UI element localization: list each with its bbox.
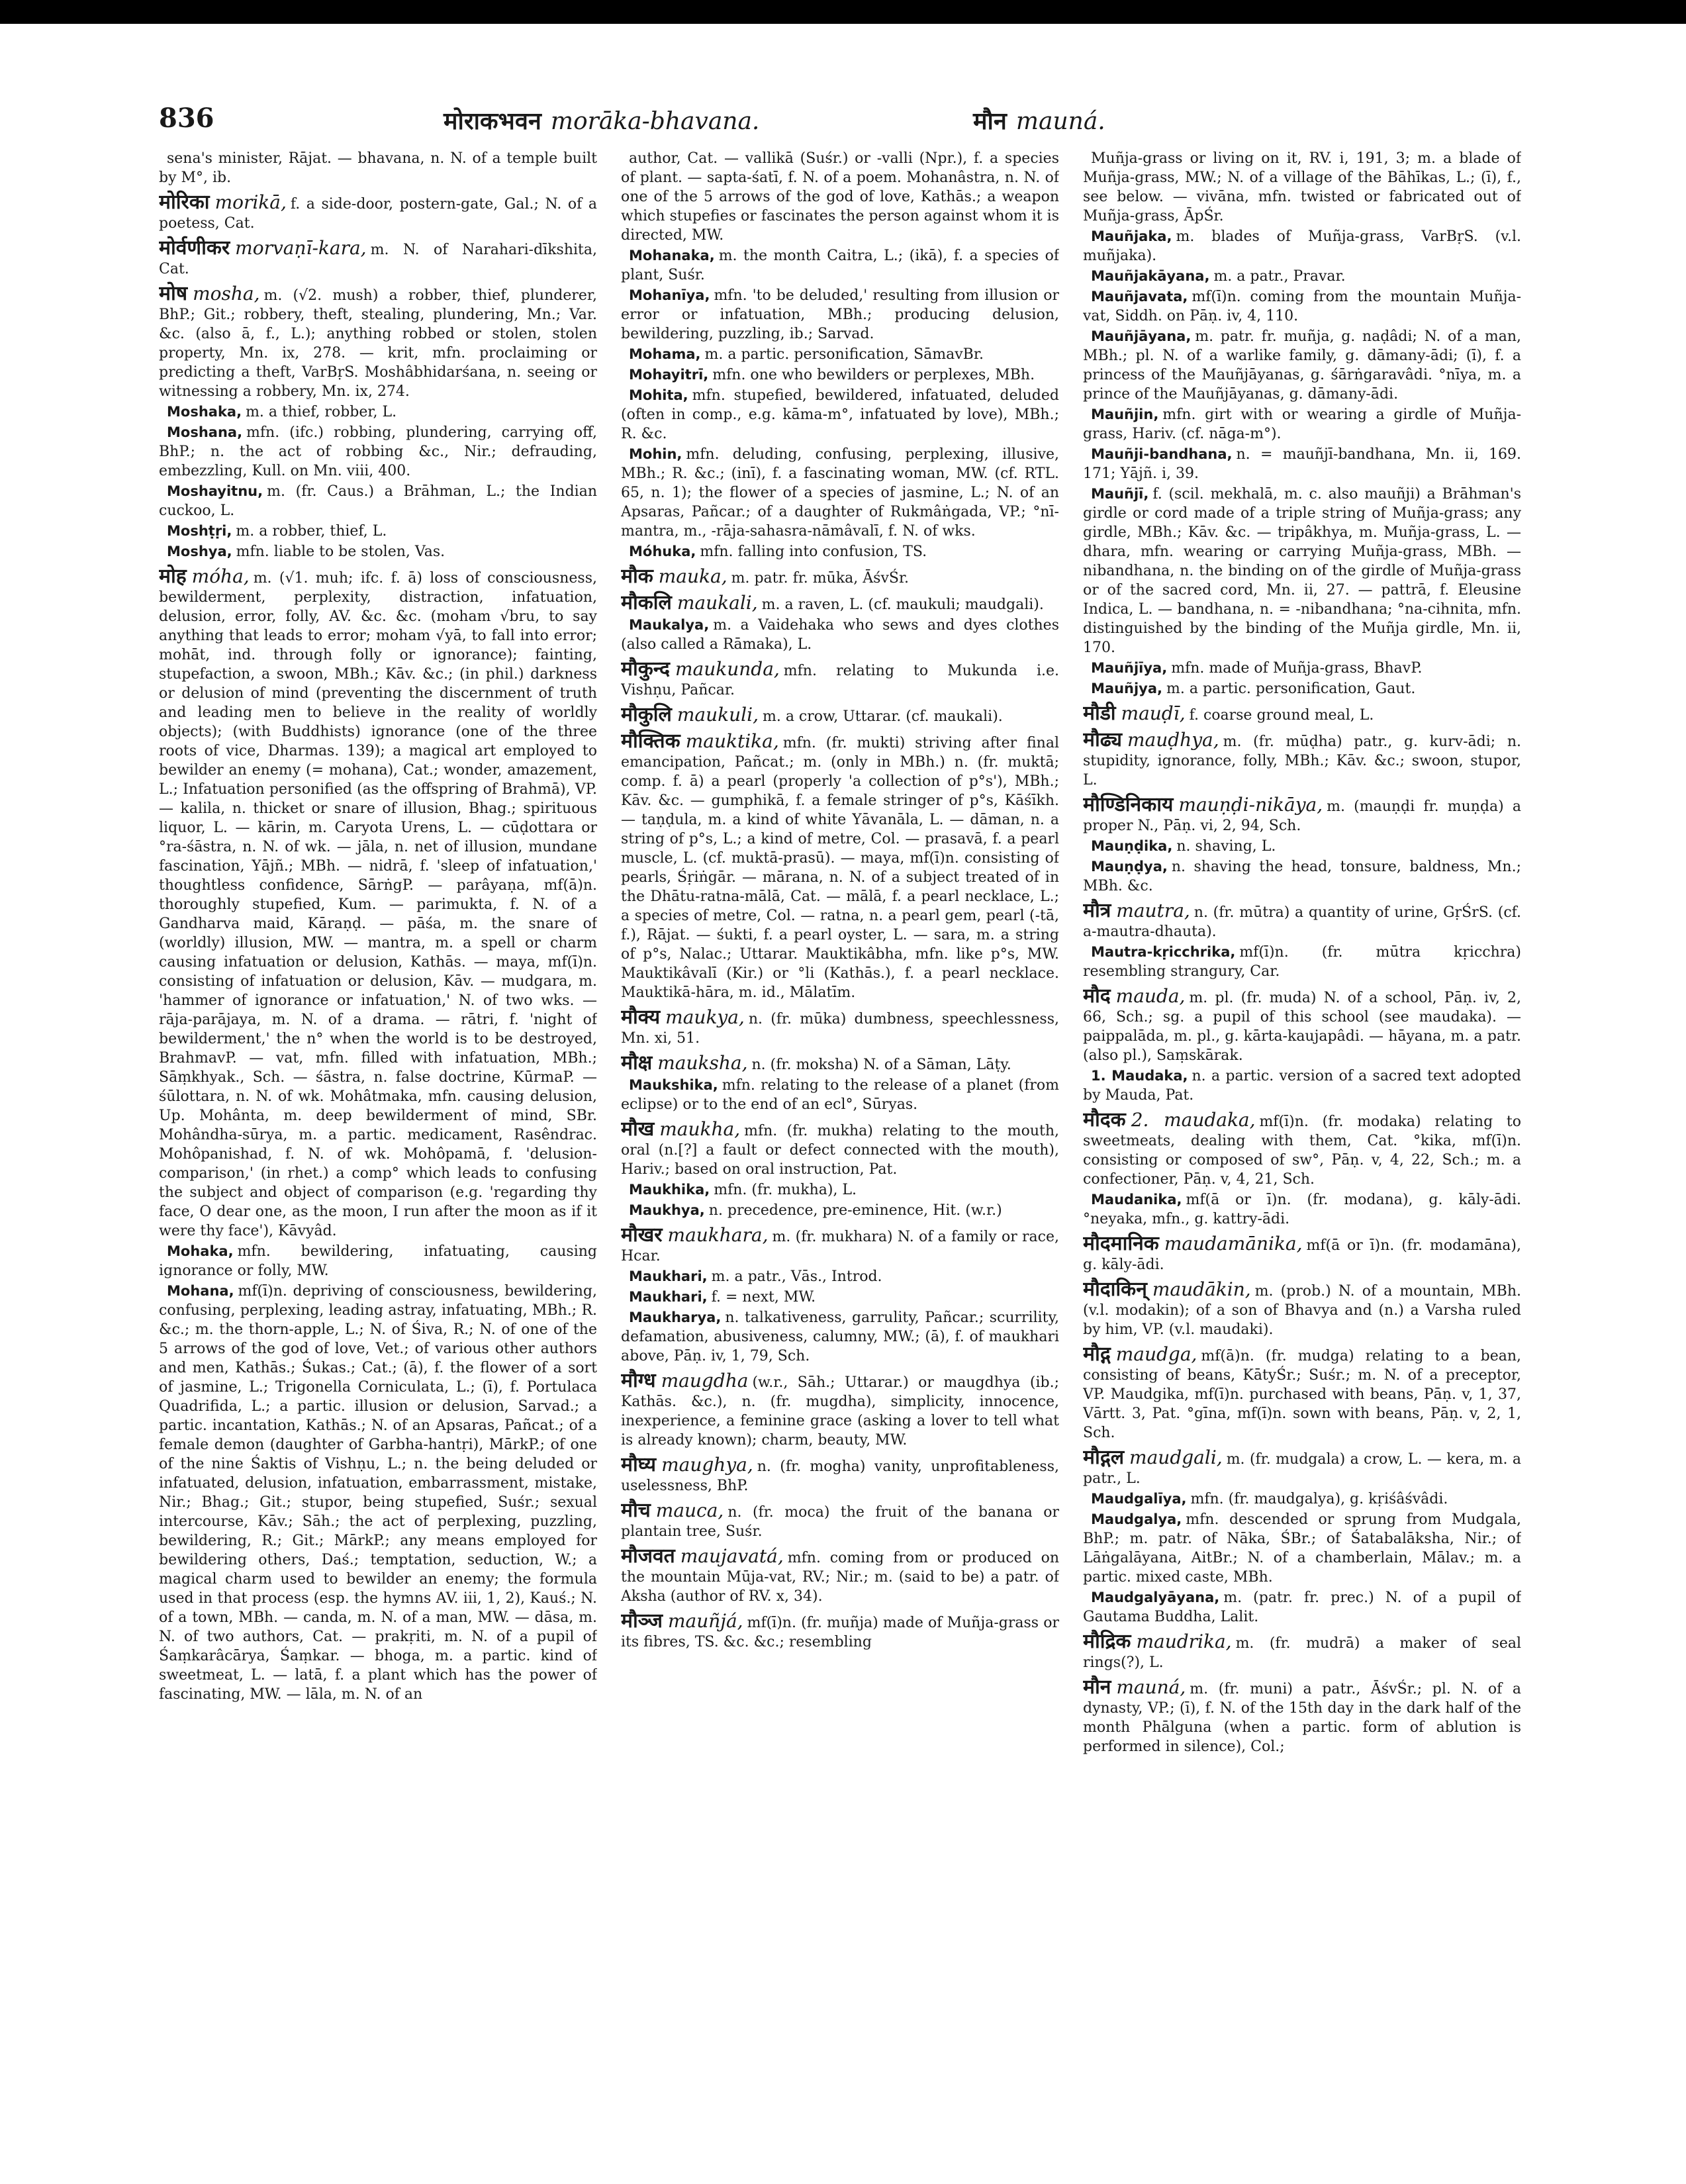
sub-entry: [1083, 405, 1521, 444]
sub-headword: Mautra-kṛicchrika,: [1091, 944, 1236, 960]
main-entry: [621, 1119, 1059, 1179]
entry-definition: mfn. one who bewilders or perplexes, MBh.: [712, 367, 1035, 383]
entry-definition: mfn. relating to Mukunda i.e. Vishṇu, Pañcar.: [621, 663, 1059, 698]
entry-definition: mfn. descended or sprung from Mudgala, BhP.; m. patr. of Nāka, ŚBr.; of Śatabalāksha, Nir.; of Lāṅgalāyana, AitBr.; N. of a chamberlain, Mālav.; m. a partic. mixed caste, MBh.: [1083, 1511, 1521, 1586]
headword-devanagari: मौद्ग: [1083, 1343, 1111, 1366]
entry-definition: m. a raven, L. (cf. maukuli; maudgali).: [761, 596, 1044, 613]
sub-headword: Maukshika,: [629, 1077, 718, 1093]
entry-continuation: Muñja-grass or living on it, RV. i, 191, 3; m. a blade of Muñja-grass, MW.; N. of a village of the Bāhīkas, L.; (ī), f., see below. — vivāna, mfn. twisted or fabricated out of Muñja-grass, ĀpŚr.: [1083, 150, 1521, 224]
sub-headword: Mauñjāyana,: [1091, 328, 1192, 344]
sub-headword: Moshayitnu,: [167, 483, 263, 499]
entry-definition: m. the month Caitra, L.; (ikā), f. a species of plant, Suśr.: [621, 248, 1059, 283]
headword-devanagari: मौत्र: [1083, 899, 1111, 922]
sub-headword: Mauñji-bandhana,: [1091, 446, 1233, 462]
sub-entry: [621, 1180, 1059, 1200]
right-guide-word: [973, 104, 1105, 136]
main-entry: [1083, 1110, 1521, 1189]
entry-definition: f. = next, MW.: [711, 1289, 816, 1306]
main-entry: [1083, 1280, 1521, 1339]
sub-entry: [159, 1282, 597, 1704]
main-entry: [1083, 1632, 1521, 1672]
headword-transliteration: maudākin,: [1152, 1278, 1251, 1300]
sub-headword: Mauñjakāyana,: [1091, 268, 1210, 284]
headword-devanagari: मोर्वणीकर: [159, 236, 230, 260]
main-entry: [621, 705, 1059, 726]
entry-definition: mfn. liable to be stolen, Vas.: [236, 544, 445, 560]
entry-definition: n. talkativeness, garrulity, Pañcar.; scurrility, defamation, abusiveness, calumny, MW.; (ā), f. of maukhari above, Pāṇ. iv, 1, 79, Sch.: [621, 1309, 1059, 1364]
entry-definition: mfn. made of Muñja-grass, BhavP.: [1171, 660, 1423, 677]
headword-transliteration: mauktika,: [685, 730, 779, 752]
sub-entry: [621, 616, 1059, 654]
headword-transliteration: mauṇḍi-nikāya,: [1178, 794, 1323, 816]
entry-definition: n. shaving, L.: [1176, 838, 1276, 855]
sub-headword: Mauṇḍika,: [1091, 838, 1173, 854]
headword-devanagari: मौघ्य: [621, 1453, 657, 1476]
headword-transliteration: mauka,: [658, 565, 727, 587]
entry-definition: f. a side-door, postern-gate, Gal.; N. of a poetess, Cat.: [159, 196, 597, 232]
sub-headword: Mauñjya,: [1091, 681, 1163, 696]
entry-definition: m. a Vaidehaka who sews and dyes clothes (also called a Rāmaka), L.: [621, 617, 1059, 653]
entry-definition: mf(ī)n. (fr. mūtra kṛicchra) resembling strangury, Car.: [1083, 944, 1521, 980]
headword-devanagari: मौद: [1083, 984, 1111, 1008]
sub-headword: Moshana,: [167, 424, 243, 440]
sub-entry: [159, 403, 597, 422]
entry-definition: mfn. deluding, confusing, perplexing, illusive, MBh.; R. &c.; (inī), f. a fascinating woman, MW. (cf. RTL. 65, n. 1); the flower of a species of jasmine, L.; N. of an Apsaras, Pañcar.; of a daughter of Rukmâṅgada, VP.; °nī-mantra, m., -rāja-sahasra-nāmâvalī, f. N. of wks.: [621, 446, 1059, 540]
sub-headword: Mauñjīya,: [1091, 660, 1168, 676]
sub-entry: [621, 1308, 1059, 1366]
entry-definition: m. (√1. muh; ifc. f. ā) loss of consciousness, bewilderment, perplexity, distraction, infatuation, delusion, error, folly, AV. &c. &c. (moham √bru, to say anything that leads to error; moham √yā, to fall into error; mohāt, ind. through folly or ignorance); fainting, stupefaction, a swoon, MBh.; Kāv. &c.; (in phil.) darkness or delusion of mind (preventing the discernment of truth and leading men to believe in the reality of worldly objects); (with Buddhists) ignorance (one of the three roots of vice, Dharmas. 139); a magical art employed to bewilder an enemy (= mohana), Cat.; wonder, amazement, L.; Infatuation personified (as the offspring of Brahmā), VP. — kalila, n. thicket or snare of illusion, Bhag.; spirituous liquor, L. — kārin, m. Caryota Urens, L. — cūḍottara or °ra-śāstra, n. N. of wk. — jāla, n. net of illusion, mundane fascination, Yājñ.; MBh. — nidrā, f. 'sleep of infatuation,' thoughtless confidence, SārṅgP. — parâyaṇa, mf(ā)n. thoroughly stupefied, Kum. — parimukta, f. N. of a Gandharva maid, Kāraṇḍ. — pāśa, m. the snare of (worldly) illusion, MW. — mantra, m. a spell or charm causing infatuation or delusion, Kathās. — maya, mf(ī)n. consisting of infatuation or delusion, Kāv. — mudgara, m. 'hammer of ignorance or infatuation,' N. of two wks. — rāja-parājaya, m. N. of a drama. — rātri, f. 'night of bewilderment,' the n° when the world is to be destroyed, BrahmavP. — vat, mfn. filled with infatuation, MBh.; Sāṃkhyak., Sch. — śāstra, n. false doctrine, KūrmaP. — śūlottara, n. N. of wk. Mohâtmaka, mfn. causing delusion, Up. Mohânta, m. deep bewilderment of mind, SBr. Mohândha-sūrya, m. a partic. medicament, Rasêndrac. Mohôpanishad, f. N. of wk. Mohôpamā, f. 'delusion-comparison,' (in rhet.) a comp° which leads to confusing the subject and object of comparison (e.g. 'regarding thy face, O dear one, as the moon, I run after the moon as if it were thy face'), Kāvyâd.: [159, 570, 597, 1239]
headword-transliteration: móha,: [191, 565, 250, 587]
main-entry: [621, 1371, 1059, 1450]
main-entry: [1083, 1234, 1521, 1274]
headword-transliteration: mauñjá,: [667, 1610, 743, 1632]
headword-devanagari: मौक्तिक: [621, 730, 680, 753]
headword-devanagari: मौदाकिन्: [1083, 1278, 1147, 1301]
entry-definition: m. pl. (fr. muda) N. of a school, Pāṇ. iv, 2, 66, Sch.; sg. a pupil of this school (see maudaka). — paippalāda, m. pl., g. kārta-kaujapâdi. — hāyana, m. a patr. (also pl.), Saṃskārak.: [1083, 990, 1521, 1064]
sub-entry: [621, 286, 1059, 344]
main-entry: [1083, 901, 1521, 941]
headword-devanagari: मौडी: [1083, 702, 1116, 725]
main-entry: [159, 238, 597, 279]
sub-entry: [1083, 857, 1521, 896]
entry-definition: mfn. (fr. mukti) striving after final emancipation, Pañcat.; m. (only in MBh.) n. (fr. muktā; comp. f. ā) a pearl (properly 'a collection of p°s'), MBh.; Kāv. &c. — gumphikā, f. a female stringer of p°s, Kāśīkh. — taṇḍula, m. a kind of white Yāvanāla, L. — dāman, n. a string of p°s, L.; a kind of metre, Col. — prasavā, f. a pearl muscle, L. (cf. muktā-prasū). — maya, mf(ī)n. consisting of pearls, Śṛiṅgār. — mārana, n. N. of a subject treated of in the Dhātu-ratna-mālā, Cat. — mālā, f. a pearl necklace, L.; a species of metre, Col. — ratna, n. a pearl gem, pearl (-tā, f.), Rājat. — śukti, f. a pearl oyster, L. — sara, m. a string of p°s, Nalac.; Uttarar. Mauktikâbha, mfn. like p°s, MW. Mauktikâvalī (Kir.) or °li (Kathās.), f. a pearl necklace. Mauktikā-hāra, m. id., Mālatīm.: [621, 735, 1059, 1001]
sub-headword: Mauñjī,: [1091, 486, 1149, 502]
sub-entry: [1083, 1588, 1521, 1627]
entry-definition: m. patr. fr. mūka, ĀśvŚr.: [731, 570, 910, 587]
main-entry: [621, 1225, 1059, 1266]
sub-entry: [621, 386, 1059, 444]
column-2: [621, 149, 1059, 2161]
entry-definition: mf(ī)n. (fr. muñja) made of Muñja-grass or its fibres, TS. &c. &c.; resembling: [621, 1615, 1059, 1650]
dictionary-columns: [159, 149, 1522, 2161]
entry-definition: mf(ā or ī)n. (fr. modana), g. kāly-ādi. °neyaka, mfn., g. kattry-ādi.: [1083, 1192, 1521, 1227]
headword-transliteration: mauksha,: [657, 1052, 748, 1074]
headword-transliteration: maukya,: [665, 1006, 745, 1028]
entry-definition: m. N. of Narahari-dīkshita, Cat.: [159, 242, 597, 277]
sub-entry: [1083, 287, 1521, 326]
sub-headword: Maukhika,: [629, 1182, 710, 1198]
sub-entry: [621, 542, 1059, 561]
sub-headword: Maukhya,: [629, 1202, 705, 1218]
headword-transliteration: morikā,: [214, 191, 287, 213]
entry-definition: mf(ī)n. (fr. modaka) relating to sweetmeats, dealing with them, Cat. °kika, mf(ī)n. consisting or composed of sw°, Pāṇ. v, 4, 22, Sch.; m. a confectioner, Pāṇ. v, 4, 21, Sch.: [1083, 1114, 1521, 1188]
sub-headword: Maukhari,: [629, 1289, 708, 1305]
entry-definition: m. (fr. mūḍha) patr., g. kurv-ādi; n. stupidity, ignorance, folly, MBh.; Kāv. &c.; swoon, stupor, L.: [1083, 734, 1521, 788]
page-number: 836: [159, 103, 214, 134]
sub-entry: [159, 423, 597, 481]
sub-headword: Mauñjin,: [1091, 406, 1159, 422]
sub-entry: [1083, 485, 1521, 657]
main-entry: [621, 1501, 1059, 1541]
entry-definition: mfn. relating to the release of a planet (from eclipse) or to the end of an ecl°, Sūryas.: [621, 1077, 1059, 1113]
headword-devanagari: मौद्गल: [1083, 1446, 1125, 1469]
sub-entry: [1083, 327, 1521, 404]
main-entry: [621, 593, 1059, 614]
headword-devanagari: मौदमानिक: [1083, 1232, 1159, 1255]
headword-transliteration: maukali,: [677, 592, 758, 614]
sub-headword: Mohanaka,: [629, 248, 715, 263]
sub-headword: Moshaka,: [167, 404, 242, 420]
headword-devanagari: मौन: [1083, 1676, 1111, 1699]
headword-devanagari: मोह: [159, 565, 187, 588]
headword-transliteration: maukunda,: [675, 658, 780, 680]
sub-headword: Maudgalyāyana,: [1091, 1590, 1220, 1605]
main-entry: [159, 193, 597, 233]
entry-definition: m. a patr., Vās., Introd.: [711, 1268, 882, 1285]
left-guide-word: [444, 104, 759, 136]
sub-entry: [621, 345, 1059, 364]
headword-devanagari: मौक्य: [621, 1006, 661, 1029]
headword-transliteration: maukhara,: [667, 1224, 769, 1246]
left-guide-roman: morāka-bhavana.: [550, 108, 760, 135]
main-entry: [1083, 795, 1521, 835]
sub-headword: Mohana,: [167, 1283, 234, 1299]
entry-definition: n. (fr. moksha) N. of a Sāman, Lāṭy.: [751, 1057, 1011, 1073]
entry-definition: n. (fr. mūtra) a quantity of urine, GṛŚrS. (cf. a-mautra-dhauta).: [1083, 904, 1521, 940]
column-1: [159, 149, 597, 2161]
entry-definition: n. = mauñjī-bandhana, Mn. ii, 169. 171; Yājñ. i, 39.: [1083, 446, 1521, 482]
main-entry: [621, 1455, 1059, 1496]
sub-headword: Maukhari,: [629, 1268, 708, 1284]
sub-headword: Moshṭṛi,: [167, 523, 232, 539]
sub-entry: [621, 1076, 1059, 1114]
main-entry: [159, 567, 597, 1241]
entry-definition: mf(ā)n. (fr. mudga) relating to a bean, consisting of beans, KātyŚr.; Suśr.; m. N. of a preceptor, VP. Maudgika, mf(ī)n. purchased with beans, Pāṇ. v, 1, 37, Vārtt. 3, Pat. °gīna, mf(ī)n. sown with beans, Pāṇ. v, 2, 1, Sch.: [1083, 1348, 1521, 1441]
headword-devanagari: मौञ्ज: [621, 1609, 663, 1633]
page-header: [159, 103, 1496, 149]
entry-definition: mf(ī)n. coming from the mountain Muñja-vat, Siddh. on Pāṇ. iv, 4, 110.: [1083, 289, 1521, 324]
headword-transliteration: maudgali,: [1129, 1447, 1223, 1468]
entry-definition: m. (mauṇḍi fr. muṇḍa) a proper N., Pāṇ. vi, 2, 94, Sch.: [1083, 798, 1521, 834]
headword-transliteration: 2. maudaka,: [1131, 1109, 1256, 1131]
entry-definition: mfn. (fr. maudgalya), g. kṛiśâśvâdi.: [1190, 1491, 1448, 1507]
entry-definition: m. (fr. mudgala) a crow, L. — kera, m. a patr., L.: [1083, 1451, 1521, 1487]
sub-entry: [159, 522, 597, 541]
headword-devanagari: मौच: [621, 1499, 651, 1522]
headword-transliteration: mauḍhya,: [1127, 729, 1219, 751]
entry-definition: m. a patr., Pravar.: [1213, 268, 1346, 285]
sub-headword: Móhuka,: [629, 544, 696, 559]
entry-definition: mfn. (ifc.) robbing, plundering, carrying off, BhP.; n. the act of robbing &c., Nir.; defrauding, embezzling, Kull. on Mn. viii, 400.: [159, 424, 597, 479]
left-guide-deva: मोराकभवन: [444, 108, 541, 135]
sub-entry: [621, 246, 1059, 285]
sub-headword: 1. Maudaka,: [1091, 1068, 1188, 1084]
main-entry: [621, 659, 1059, 700]
entry-definition: m. a robber, thief, L.: [236, 523, 387, 540]
entry-definition: mfn. 'to be deluded,' resulting from illusion or error or infatuation, MBh.; producing delusion, bewildering, puzzling, ib.; Sarvad.: [621, 287, 1059, 342]
headword-transliteration: mautra,: [1116, 900, 1190, 922]
entry-continuation: author, Cat. — vallikā (Suśr.) or -valli (Npr.), f. a species of plant. — sapta-śatī, f. N. of a poem. Mohanâstra, n. N. of one of the 5 arrows of the god of love, Kathās.; a weapon which stupefies or fascinates the person against whom it is directed, MW.: [621, 150, 1059, 244]
sub-entry: [159, 1242, 597, 1280]
sub-entry: [1083, 267, 1521, 286]
headword-transliteration: mauná,: [1116, 1676, 1186, 1698]
sub-entry: [1083, 659, 1521, 678]
headword-transliteration: maughya,: [661, 1454, 753, 1476]
main-entry: [1083, 1345, 1521, 1443]
entry-definition: n. (fr. moca) the fruit of the banana or plantain tree, Suśr.: [621, 1504, 1059, 1540]
sub-headword: Maukalya,: [629, 617, 710, 633]
sub-entry: [1083, 1510, 1521, 1587]
headword-devanagari: मौग्ध: [621, 1369, 656, 1392]
entry-definition: n. precedence, pre-eminence, Hit. (w.r.): [708, 1202, 1002, 1219]
sub-headword: Moshya,: [167, 544, 232, 559]
entry-definition: mfn. (fr. mukha), L.: [714, 1182, 857, 1198]
entry-definition: m. (patr. fr. prec.) N. of a pupil of Gautama Buddha, Lalit.: [1083, 1590, 1521, 1625]
top-scan-border: [0, 0, 1686, 24]
right-guide-roman: mauná.: [1015, 108, 1105, 135]
headword-transliteration: maudga,: [1115, 1343, 1197, 1365]
sub-headword: Mohama,: [629, 346, 701, 362]
entry-definition: f. coarse ground meal, L.: [1189, 707, 1374, 724]
sub-entry: [1083, 445, 1521, 483]
entry-definition: m. a thief, robber, L.: [246, 404, 397, 420]
headword-devanagari: मौण्डिनिकाय: [1083, 793, 1174, 816]
headword-transliteration: morvaṇī-kara,: [235, 237, 367, 259]
headword-devanagari: मौदक: [1083, 1108, 1126, 1131]
entry-definition: mfn. bewildering, infatuating, causing ignorance or folly, MW.: [159, 1243, 597, 1279]
main-entry: [1083, 986, 1521, 1065]
headword-devanagari: मौकलि: [621, 591, 672, 614]
entry-definition: m. a partic. personification, Gaut.: [1166, 681, 1416, 697]
headword-devanagari: मोरिका: [159, 191, 210, 214]
sub-headword: Maudgalīya,: [1091, 1491, 1187, 1507]
sub-entry: [1083, 943, 1521, 981]
entry-definition: n. a partic. version of a sacred text adopted by Mauda, Pat.: [1083, 1068, 1521, 1104]
main-entry: [1083, 1678, 1521, 1756]
entry-definition: n. shaving the head, tonsure, baldness, Mn.; MBh. &c.: [1083, 859, 1521, 894]
headword-devanagari: मौखर: [621, 1223, 663, 1247]
sub-entry: [621, 1201, 1059, 1220]
sub-headword: Mauñjaka,: [1091, 228, 1172, 244]
sub-headword: Mauñjavata,: [1091, 289, 1188, 305]
headword-devanagari: मौजवत: [621, 1544, 675, 1568]
headword-transliteration: mauca,: [655, 1499, 724, 1521]
entry-definition: m. blades of Muñja-grass, VarBṛS. (v.l. muñjaka).: [1083, 228, 1521, 264]
entry-definition: mfn. (fr. mukha) relating to the mouth, oral (n.[?] a fault or defect connected with the mouth), Hariv.; based on oral instruction, Pat.: [621, 1123, 1059, 1178]
headword-devanagari: मौक्ष: [621, 1051, 653, 1074]
sub-entry: [1083, 227, 1521, 265]
entry-definition: m. (fr. mukhara) N. of a family or race, Hcar.: [621, 1229, 1059, 1264]
main-entry: [621, 1008, 1059, 1048]
sub-entry: [1083, 1490, 1521, 1509]
main-entry: [1083, 1448, 1521, 1488]
headword-devanagari: मौढ्य: [1083, 728, 1122, 751]
entry-definition: mfn. girt with or wearing a girdle of Muñja-grass, Hariv. (cf. nāga-m°).: [1083, 406, 1521, 442]
sub-headword: Mohita,: [629, 387, 688, 403]
sub-headword: Mohanīya,: [629, 287, 710, 303]
entry-definition: mfn. stupefied, bewildered, infatuated, deluded (often in comp., e.g. kāma-m°, infatuated by love), MBh.; R. &c.: [621, 387, 1059, 442]
main-entry: [1083, 730, 1521, 790]
entry-definition: m. a crow, Uttarar. (cf. maukali).: [762, 708, 1003, 725]
entry-definition: mf(ā or ī)n. (fr. modamāna), g. kāly-ādi.: [1083, 1237, 1521, 1273]
main-entry: [621, 1611, 1059, 1652]
headword-devanagari: मौकुन्द: [621, 657, 670, 681]
main-entry: [621, 1053, 1059, 1074]
main-entry: [621, 732, 1059, 1002]
entry-definition: mfn. falling into confusion, TS.: [700, 544, 927, 560]
sub-headword: Maudanika,: [1091, 1192, 1182, 1208]
sub-entry: [1083, 837, 1521, 856]
entry-definition: m. (fr. muni) a patr., ĀśvŚr.; pl. N. of a dynasty, VP.; (ī), f. N. of the 15th day in the dark half of the month Phālguna (when a partic. form of ablution is performed in silence), Col.;: [1083, 1681, 1521, 1755]
main-entry: [621, 1546, 1059, 1606]
main-entry: [1083, 704, 1521, 725]
sub-entry: [621, 1288, 1059, 1307]
entry-definition: mfn. coming from or produced on the mountain Mūja-vat, RV.; Nir.; m. (said to be) a patr. of Aksha (author of RV. x, 34).: [621, 1550, 1059, 1605]
sub-entry: [1083, 1190, 1521, 1229]
column-3: [1083, 149, 1521, 2161]
sub-entry: [159, 542, 597, 561]
sub-entry: [159, 482, 597, 520]
main-entry: [159, 284, 597, 401]
entry-continuation: sena's minister, Rājat. — bhavana, n. N. of a temple built by M°, ib.: [159, 150, 597, 186]
sub-entry: [621, 365, 1059, 385]
entry-definition: m. a partic. personification, SāmavBr.: [704, 346, 984, 363]
entry-definition: m. patr. fr. muñja, g. naḍâdi; N. of a man, MBh.; pl. N. of a warlike family, g. dāmany-ādi; (ī), f. a princess of the Mauñjāyanas, g. śārṅgaravâdi. °nīya, m. a prince of the Mauñjāyanas, g. dāmany-ādi.: [1083, 328, 1521, 403]
headword-transliteration: maugdha: [661, 1370, 749, 1392]
entry-definition: n. (fr. mogha) vanity, unprofitableness, uselessness, BhP.: [621, 1458, 1059, 1494]
headword-transliteration: maudrika,: [1136, 1631, 1232, 1652]
sub-headword: Mohaka,: [167, 1243, 234, 1259]
headword-transliteration: mauda,: [1115, 985, 1186, 1007]
headword-transliteration: mosha,: [193, 283, 260, 305]
headword-transliteration: maukha,: [659, 1118, 741, 1140]
right-guide-deva: मौन: [973, 108, 1007, 135]
sub-headword: Maudgalya,: [1091, 1511, 1182, 1527]
entry-definition: m. (fr. mudrā) a maker of seal rings(?), L.: [1083, 1635, 1521, 1671]
headword-transliteration: maujavatá,: [680, 1545, 784, 1567]
sub-headword: Maukharya,: [629, 1309, 722, 1325]
sub-entry: [1083, 679, 1521, 698]
entry-definition: n. (fr. mūka) dumbness, speechlessness, Mn. xi, 51.: [621, 1011, 1059, 1047]
entry-definition: m. (prob.) N. of a mountain, MBh. (v.l. modakin); of a son of Bhavya and (n.) a Varsha ruled by him, VP. (v.l. maudaki).: [1083, 1283, 1521, 1338]
headword-transliteration: maudamānika,: [1164, 1233, 1303, 1255]
headword-devanagari: मौकुलि: [621, 703, 672, 726]
entry-definition: mf(ī)n. depriving of consciousness, bewildering, confusing, perplexing, leading astray, infatuating, MBh.; R. &c.; m. the thorn-apple, L.; N. of Śiva, R.; N. of one of the 5 arrows of the god of love, Vet.; of various other authors and men, Kathās.; Śukas.; Cat.; (ā), f. the flower of a sort of jasmine, L.; Trigonella Corniculata, L.; (ī), f. Portulaca Quadrifida, L.; a partic. illusion or delusion, Sarvad.; a partic. incantation, Kathās.; N. of an Apsaras, Pañcat.; of a female demon (daughter of Garbha-hantṛi), MārkP.; of one of the nine Śaktis of Vishṇu, L.; n. the being deluded or infatuated, delusion, infatuation, embarrassment, mistake, Nir.; Bhag.; Git.; stupor, being stupefied, Suśr.; sexual intercourse, Kāv.; Sāh.; the act of perplexing, puzzling, bewildering, R.; Git.; MārkP.; any means employed for bewildering others, Daś.; temptation, seduction, W.; a magical charm used to bewilder an enemy; the formula used in that process (esp. the hymns AV. iii, 1, 2), Kauś.; N. of a town, MBh. — canda, m. N. of a man, MW. — dāsa, m. N. of two authors, Cat. — prakṛiti, m. N. of a pupil of Śaṃkarâcārya, Śaṃkar. — bhoga, m. a partic. kind of sweetmeat, L. — latā, f. a plant which has the power of fascinating, MW. — lāla, m. N. of an: [159, 1283, 597, 1703]
sub-headword: Mohin,: [629, 446, 682, 462]
headword-devanagari: मोष: [159, 282, 188, 305]
main-entry: [621, 567, 1059, 588]
sub-entry: [621, 1267, 1059, 1286]
sub-entry: [1083, 1067, 1521, 1105]
headword-devanagari: मौक: [621, 565, 653, 588]
headword-transliteration: mauḍī,: [1121, 702, 1186, 724]
headword-devanagari: मौद्रिक: [1083, 1630, 1131, 1653]
entry-definition: f. (scil. mekhalā, m. c. also mauñji) a Brāhman's girdle or cord made of a triple string of Muñja-grass; any girdle, MBh.; Kāv. &c. — tripâkhya, m. Muñja-grass, L. — dhara, mfn. wearing or carrying Muñja-grass, MBh. — nibandhana, n. the binding on of the girdle of Muñja-grass or of the sacred cord, Mn. ii, 27. — pattrā, f. Eleusine Indica, L. — bandhana, n. = -nibandhana; °na-cihnita, mfn. distinguished by the binding of the Muñja girdle, Mn. ii, 170.: [1083, 486, 1521, 656]
entry-definition: (w.r., Sāh.; Uttarar.) or maugdhya (ib.; Kathās. &c.), n. (fr. mugdha), simplicity, innocence, inexperience, a feminine grace (asking a lover to tell what is already known); charm, beauty, MW.: [621, 1374, 1059, 1448]
headword-devanagari: मौख: [621, 1117, 655, 1141]
sub-entry: [621, 445, 1059, 541]
sub-headword: Mauṇḍya,: [1091, 859, 1168, 875]
entry-definition: m. (√2. mush) a robber, thief, plunderer, BhP.; Git.; robbery, theft, stealing, plundering, Mn.; Var. &c. (also ā, f., L.); anything robbed or stolen, stolen property, Mn. ix, 278. — krit, mfn. proclaiming or predicting a theft, VarBṛS. Moshâbhidarśana, n. seeing or witnessing a robbery, Mn. ix, 274.: [159, 287, 597, 400]
entry-definition: m. (fr. Caus.) a Brāhman, L.; the Indian cuckoo, L.: [159, 483, 597, 519]
sub-headword: Mohayitrī,: [629, 367, 709, 383]
headword-transliteration: maukuli,: [677, 704, 759, 726]
